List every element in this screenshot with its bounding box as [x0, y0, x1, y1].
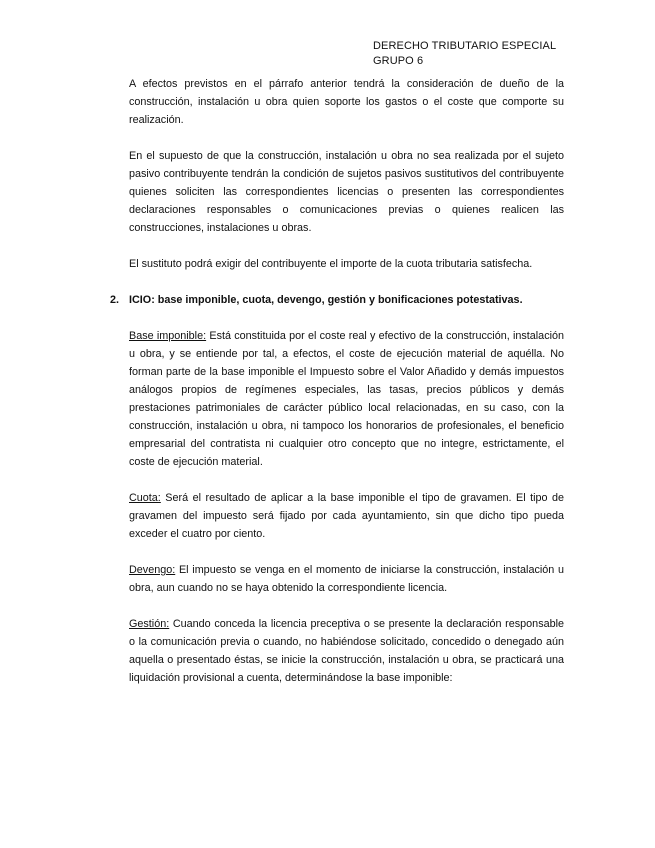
term-base-imponible: Base imponible:: [129, 330, 207, 342]
paragraph-dueno-obra: A efectos previstos en el párrafo anterior tendrá la consideración de dueño de la construcción, instalación u obra quien soporte los gastos o el coste que comporte su realización.: [129, 78, 564, 126]
document-body: [110, 75, 564, 687]
text-devengo: El impuesto se venga en el momento de iniciarse la construcción, instalación u obra, aun cuando no se haya obtenido la correspondiente licencia.: [129, 564, 564, 594]
text-gestion: Cuando conceda la licencia preceptiva o se presente la declaración responsable o la comunicación previa o cuando, no habiéndose solicitado, concedido o denegado aún aquella o presentado éstas, se inicie la construcción, instalación u obra, se practicará una liquidación provisional a cuenta, determinándose la base imponible:: [129, 618, 564, 684]
term-gestion: Gestión:: [129, 618, 170, 630]
item-base-imponible: [129, 327, 564, 471]
header-course-title: DERECHO TRIBUTARIO ESPECIAL: [373, 40, 557, 52]
page-header: [373, 39, 556, 69]
term-cuota: Cuota:: [129, 492, 161, 504]
section-title: ICIO: base imponible, cuota, devengo, gestión y bonificaciones potestativas.: [129, 294, 523, 306]
text-cuota: Será el resultado de aplicar a la base imponible el tipo de gravamen. El tipo de gravamen del impuesto será fijado por cada ayuntamiento, sin que dicho tipo pueda exceder el cuatro por ciento.: [129, 492, 564, 540]
header-group: GRUPO 6: [373, 55, 424, 67]
term-devengo: Devengo:: [129, 564, 176, 576]
paragraph-sustituto: El sustituto podrá exigir del contribuyente el importe de la cuota tributaria satisfecha.: [129, 258, 533, 270]
item-gestion: [129, 615, 564, 687]
section-heading: [110, 291, 564, 309]
item-devengo: [129, 561, 564, 597]
paragraph-sujetos-sustitutivos: En el supuesto de que la construcción, instalación u obra no sea realizada por el sujeto pasivo contribuyente tendrán la condición de sujetos pasivos sustitutivos del contribuyente quienes soliciten las correspondientes licencias o presenten las correspondientes declaraciones responsables o comunicaciones previas o quienes realicen las construcciones, instalaciones u obras.: [129, 150, 564, 234]
section-number: 2.: [110, 294, 120, 306]
item-cuota: [129, 489, 564, 543]
text-base-imponible: Está constituida por el coste real y efectivo de la construcción, instalación u obra, y se entiende por tal, a efectos, el coste de ejecución material de aquélla. No forman parte de la base imponible el Impuesto sobre el Valor Añadido y demás impuestos análogos propios de regímenes especiales, las tasas, precios públicos y demás prestaciones patrimoniales de carácter público local relacionadas, en su caso, con la construcción, instalación u obra, ni tampoco los honorarios de profesionales, el beneficio empresarial del contratista ni cualquier otro concepto que no integre, estrictamente, el coste de ejecución material.: [129, 330, 564, 468]
